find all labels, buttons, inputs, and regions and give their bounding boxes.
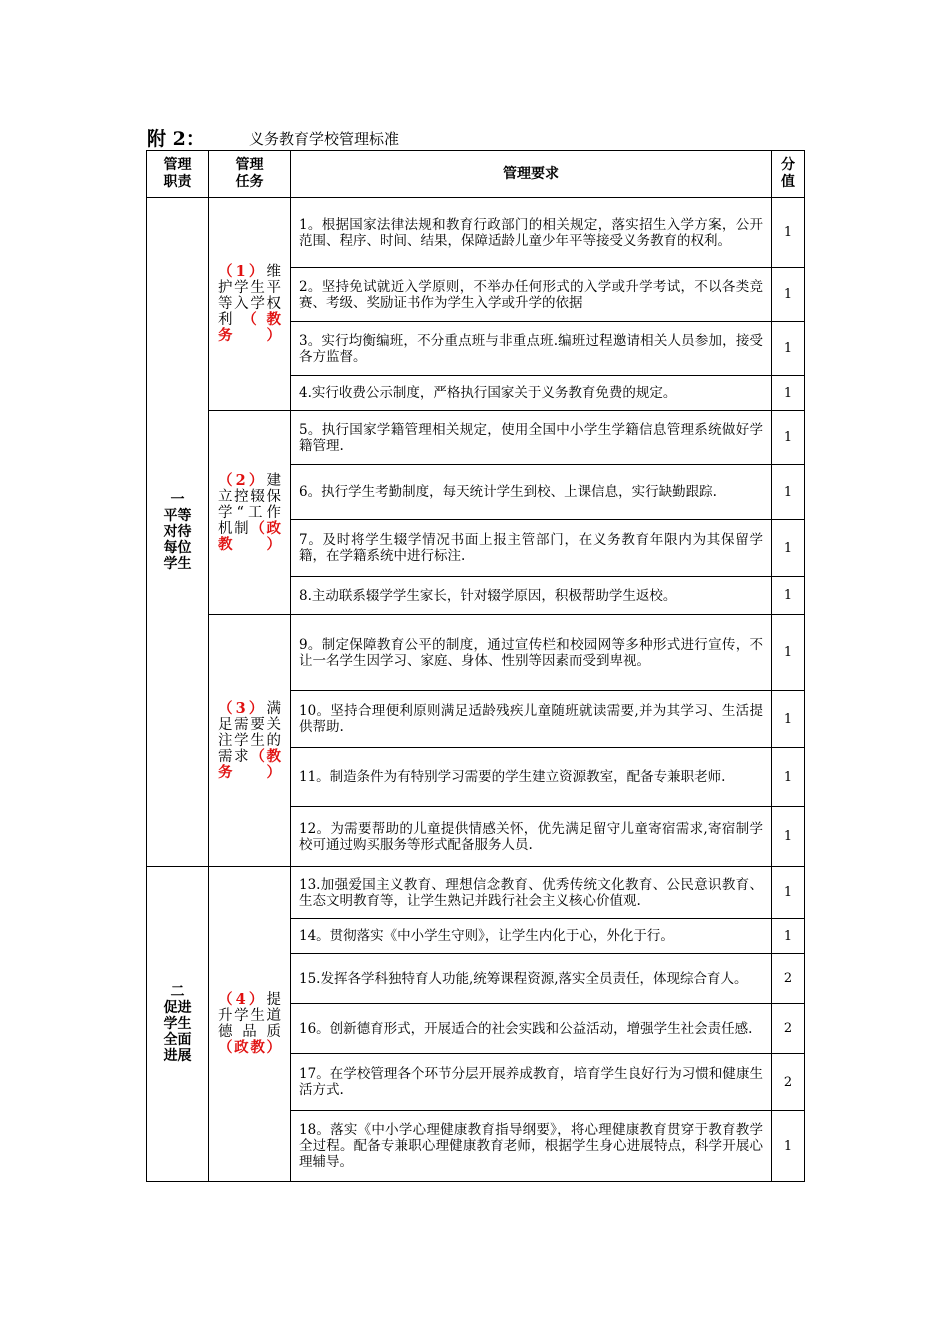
task-cell-1: （1）维护学生平等入学权利（教务） xyxy=(209,198,291,411)
score-11: 1 xyxy=(772,748,805,807)
header-requirement: 管理要求 xyxy=(291,151,772,198)
requirement-11: 11。制造条件为有特别学习需要的学生建立资源教室，配备专兼职老师. xyxy=(291,748,772,807)
score-15: 2 xyxy=(772,954,805,1004)
requirement-18: 18。落实《中小学心理健康教育指导纲要》，将心理健康教育贯穿于教育教学全过程。配备专兼职心理健康教育老师，根据学生身心进展特点，科学开展心理辅导。 xyxy=(291,1111,772,1182)
standards-table xyxy=(146,150,805,1182)
task-cell-2: （2）建立控辍保学“工作机制（政教） xyxy=(209,411,291,615)
score-9: 1 xyxy=(772,615,805,691)
score-1: 1 xyxy=(772,198,805,268)
requirement-5: 5。执行国家学籍管理相关规定，使用全国中小学生学籍信息管理系统做好学籍管理. xyxy=(291,411,772,465)
score-13: 1 xyxy=(772,867,805,919)
table-row xyxy=(147,867,805,919)
score-3: 1 xyxy=(772,322,805,376)
header-task: 管理 任务 xyxy=(209,151,291,198)
title-text: 义务教育学校管理标准 xyxy=(249,130,400,148)
score-7: 1 xyxy=(772,520,805,577)
requirement-8: 8.主动联系辍学学生家长，针对辍学原因，积极帮助学生返校。 xyxy=(291,577,772,615)
requirement-3: 3。实行均衡编班，不分重点班与非重点班.编班过程邀请相关人员参加，接受各方监督。 xyxy=(291,322,772,376)
score-6: 1 xyxy=(772,465,805,520)
requirement-10: 10。坚持合理便利原则满足适龄残疾儿童随班就读需要,并为其学习、生活提供帮助. xyxy=(291,691,772,748)
task-cell-3: （3）满足需要关注学生的需求（教务） xyxy=(209,615,291,867)
score-4: 1 xyxy=(772,376,805,411)
task-cell-4: （4）提升学生道德品质（政教） xyxy=(209,867,291,1182)
requirement-4: 4.实行收费公示制度，严格执行国家关于义务教育免费的规定。 xyxy=(291,376,772,411)
score-14: 1 xyxy=(772,919,805,954)
score-10: 1 xyxy=(772,691,805,748)
score-5: 1 xyxy=(772,411,805,465)
score-8: 1 xyxy=(772,577,805,615)
header-duty: 管理 职责 xyxy=(147,151,209,198)
duty-cell-2: 二 促进 学生 全面 进展 xyxy=(147,867,209,1182)
requirement-16: 16。创新德育形式，开展适合的社会实践和公益活动，增强学生社会责任感. xyxy=(291,1004,772,1054)
requirement-6: 6。执行学生考勤制度，每天统计学生到校、上课信息，实行缺勤跟踪. xyxy=(291,465,772,520)
requirement-17: 17。在学校管理各个环节分层开展养成教育，培育学生良好行为习惯和健康生活方式. xyxy=(291,1054,772,1111)
header-score: 分 值 xyxy=(772,151,805,198)
requirement-9: 9。制定保障教育公平的制度，通过宣传栏和校园网等多种形式进行宣传，不让一名学生因学习、家庭、身体、性别等因素而受到卑视。 xyxy=(291,615,772,691)
score-16: 2 xyxy=(772,1004,805,1054)
score-12: 1 xyxy=(772,807,805,867)
table-row xyxy=(147,198,805,268)
table-row xyxy=(147,411,805,465)
score-17: 2 xyxy=(772,1054,805,1111)
score-2: 1 xyxy=(772,268,805,322)
requirement-15: 15.发挥各学科独特育人功能,统筹课程资源,落实全员责任，体现综合育人。 xyxy=(291,954,772,1004)
requirement-12: 12。为需要帮助的儿童提供情感关怀，优先满足留守儿童寄宿需求,寄宿制学校可通过购买服务等形式配备服务人员. xyxy=(291,807,772,867)
score-18: 1 xyxy=(772,1111,805,1182)
title-prefix: 附 2： xyxy=(147,128,205,150)
table-row xyxy=(147,615,805,691)
requirement-1: 1。根据国家法律法规和教育行政部门的相关规定，落实招生入学方案，公开范围、程序、时间、结果，保障适龄儿童少年平等接受义务教育的权利。 xyxy=(291,198,772,268)
requirement-2: 2。坚持免试就近入学原则，不举办任何形式的入学或升学考试，不以各类竞赛、考级、奖励证书作为学生入学或升学的依据 xyxy=(291,268,772,322)
table-header-row xyxy=(147,151,805,198)
requirement-14: 14。贯彻落实《中小学生守则》，让学生内化于心，外化于行。 xyxy=(291,919,772,954)
duty-cell-1: 一 平等 对待 每位 学生 xyxy=(147,198,209,867)
requirement-7: 7。及时将学生辍学情况书面上报主管部门，在义务教育年限内为其保留学籍，在学籍系统中进行标注. xyxy=(291,520,772,577)
requirement-13: 13.加强爱国主义教育、理想信念教育、优秀传统文化教育、公民意识教育、生态文明教育等，让学生熟记并践行社会主义核心价值观. xyxy=(291,867,772,919)
